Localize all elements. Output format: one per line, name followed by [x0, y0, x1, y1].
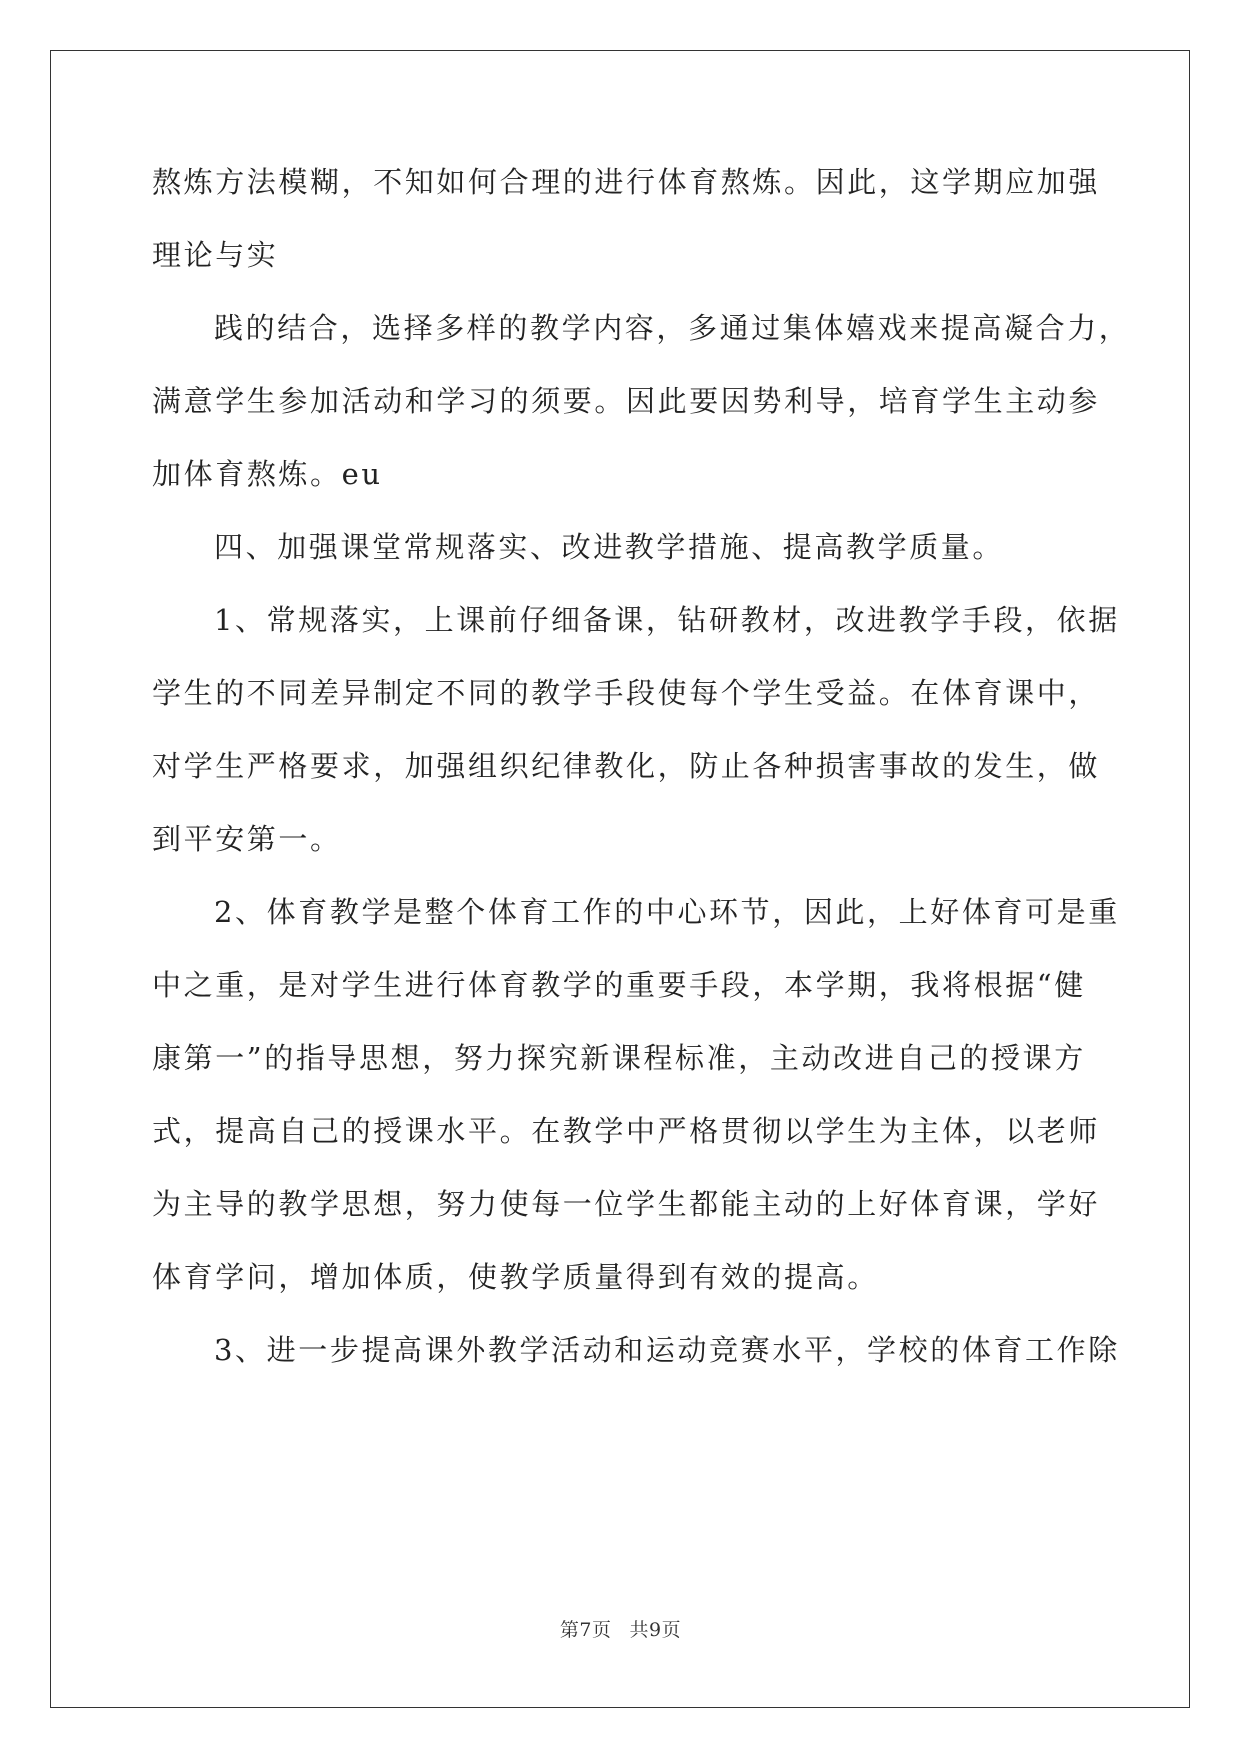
text-line: 对学生严格要求，加强组织纪律教化，防止各种损害事故的发生，做: [152, 749, 1101, 783]
text-line: 为主导的教学思想，努力使每一位学生都能主动的上好体育课，学好: [152, 1187, 1101, 1221]
total-page-count: 共9页: [629, 1619, 682, 1641]
text-line: 1、常规落实，上课前仔细备课，钻研教材，改进教学手段，依据: [214, 603, 1120, 637]
text-line: 学生的不同差异制定不同的教学手段使每个学生受益。在体育课中，: [152, 676, 1101, 710]
text-line: 式，提高自己的授课水平。在教学中严格贯彻以学生为主体，以老师: [152, 1114, 1101, 1148]
text-line: 3、进一步提高课外教学活动和运动竞赛水平，学校的体育工作除: [214, 1333, 1120, 1367]
section-heading: 四、加强课堂常规落实、改进教学措施、提高教学质量。: [214, 530, 1005, 564]
current-page-number: 第7页: [559, 1619, 612, 1641]
text-line: 践的结合，选择多样的教学内容，多通过集体嬉戏来提高凝合力，: [214, 311, 1131, 345]
text-line: 2、体育教学是整个体育工作的中心环节，因此，上好体育可是重: [214, 895, 1120, 929]
page-border: [50, 50, 1190, 1708]
text-line: 满意学生参加活动和学习的须要。因此要因势利导，培育学生主动参: [152, 384, 1101, 418]
page-footer: [0, 1615, 1241, 1642]
text-line: 体育学问，增加体质，使教学质量得到有效的提高。: [152, 1260, 879, 1294]
text-line: 熬炼方法模糊，不知如何合理的进行体育熬炼。因此，这学期应加强: [152, 165, 1101, 199]
text-line: 到平安第一。: [152, 822, 342, 856]
text-line: 中之重，是对学生进行体育教学的重要手段，本学期，我将根据“健: [152, 968, 1086, 1002]
text-line: 康第一”的指导思想，努力探究新课程标准，主动改进自己的授课方: [152, 1041, 1086, 1075]
text-line: 加体育熬炼。eu: [152, 457, 383, 491]
text-line: 理论与实: [152, 238, 279, 272]
